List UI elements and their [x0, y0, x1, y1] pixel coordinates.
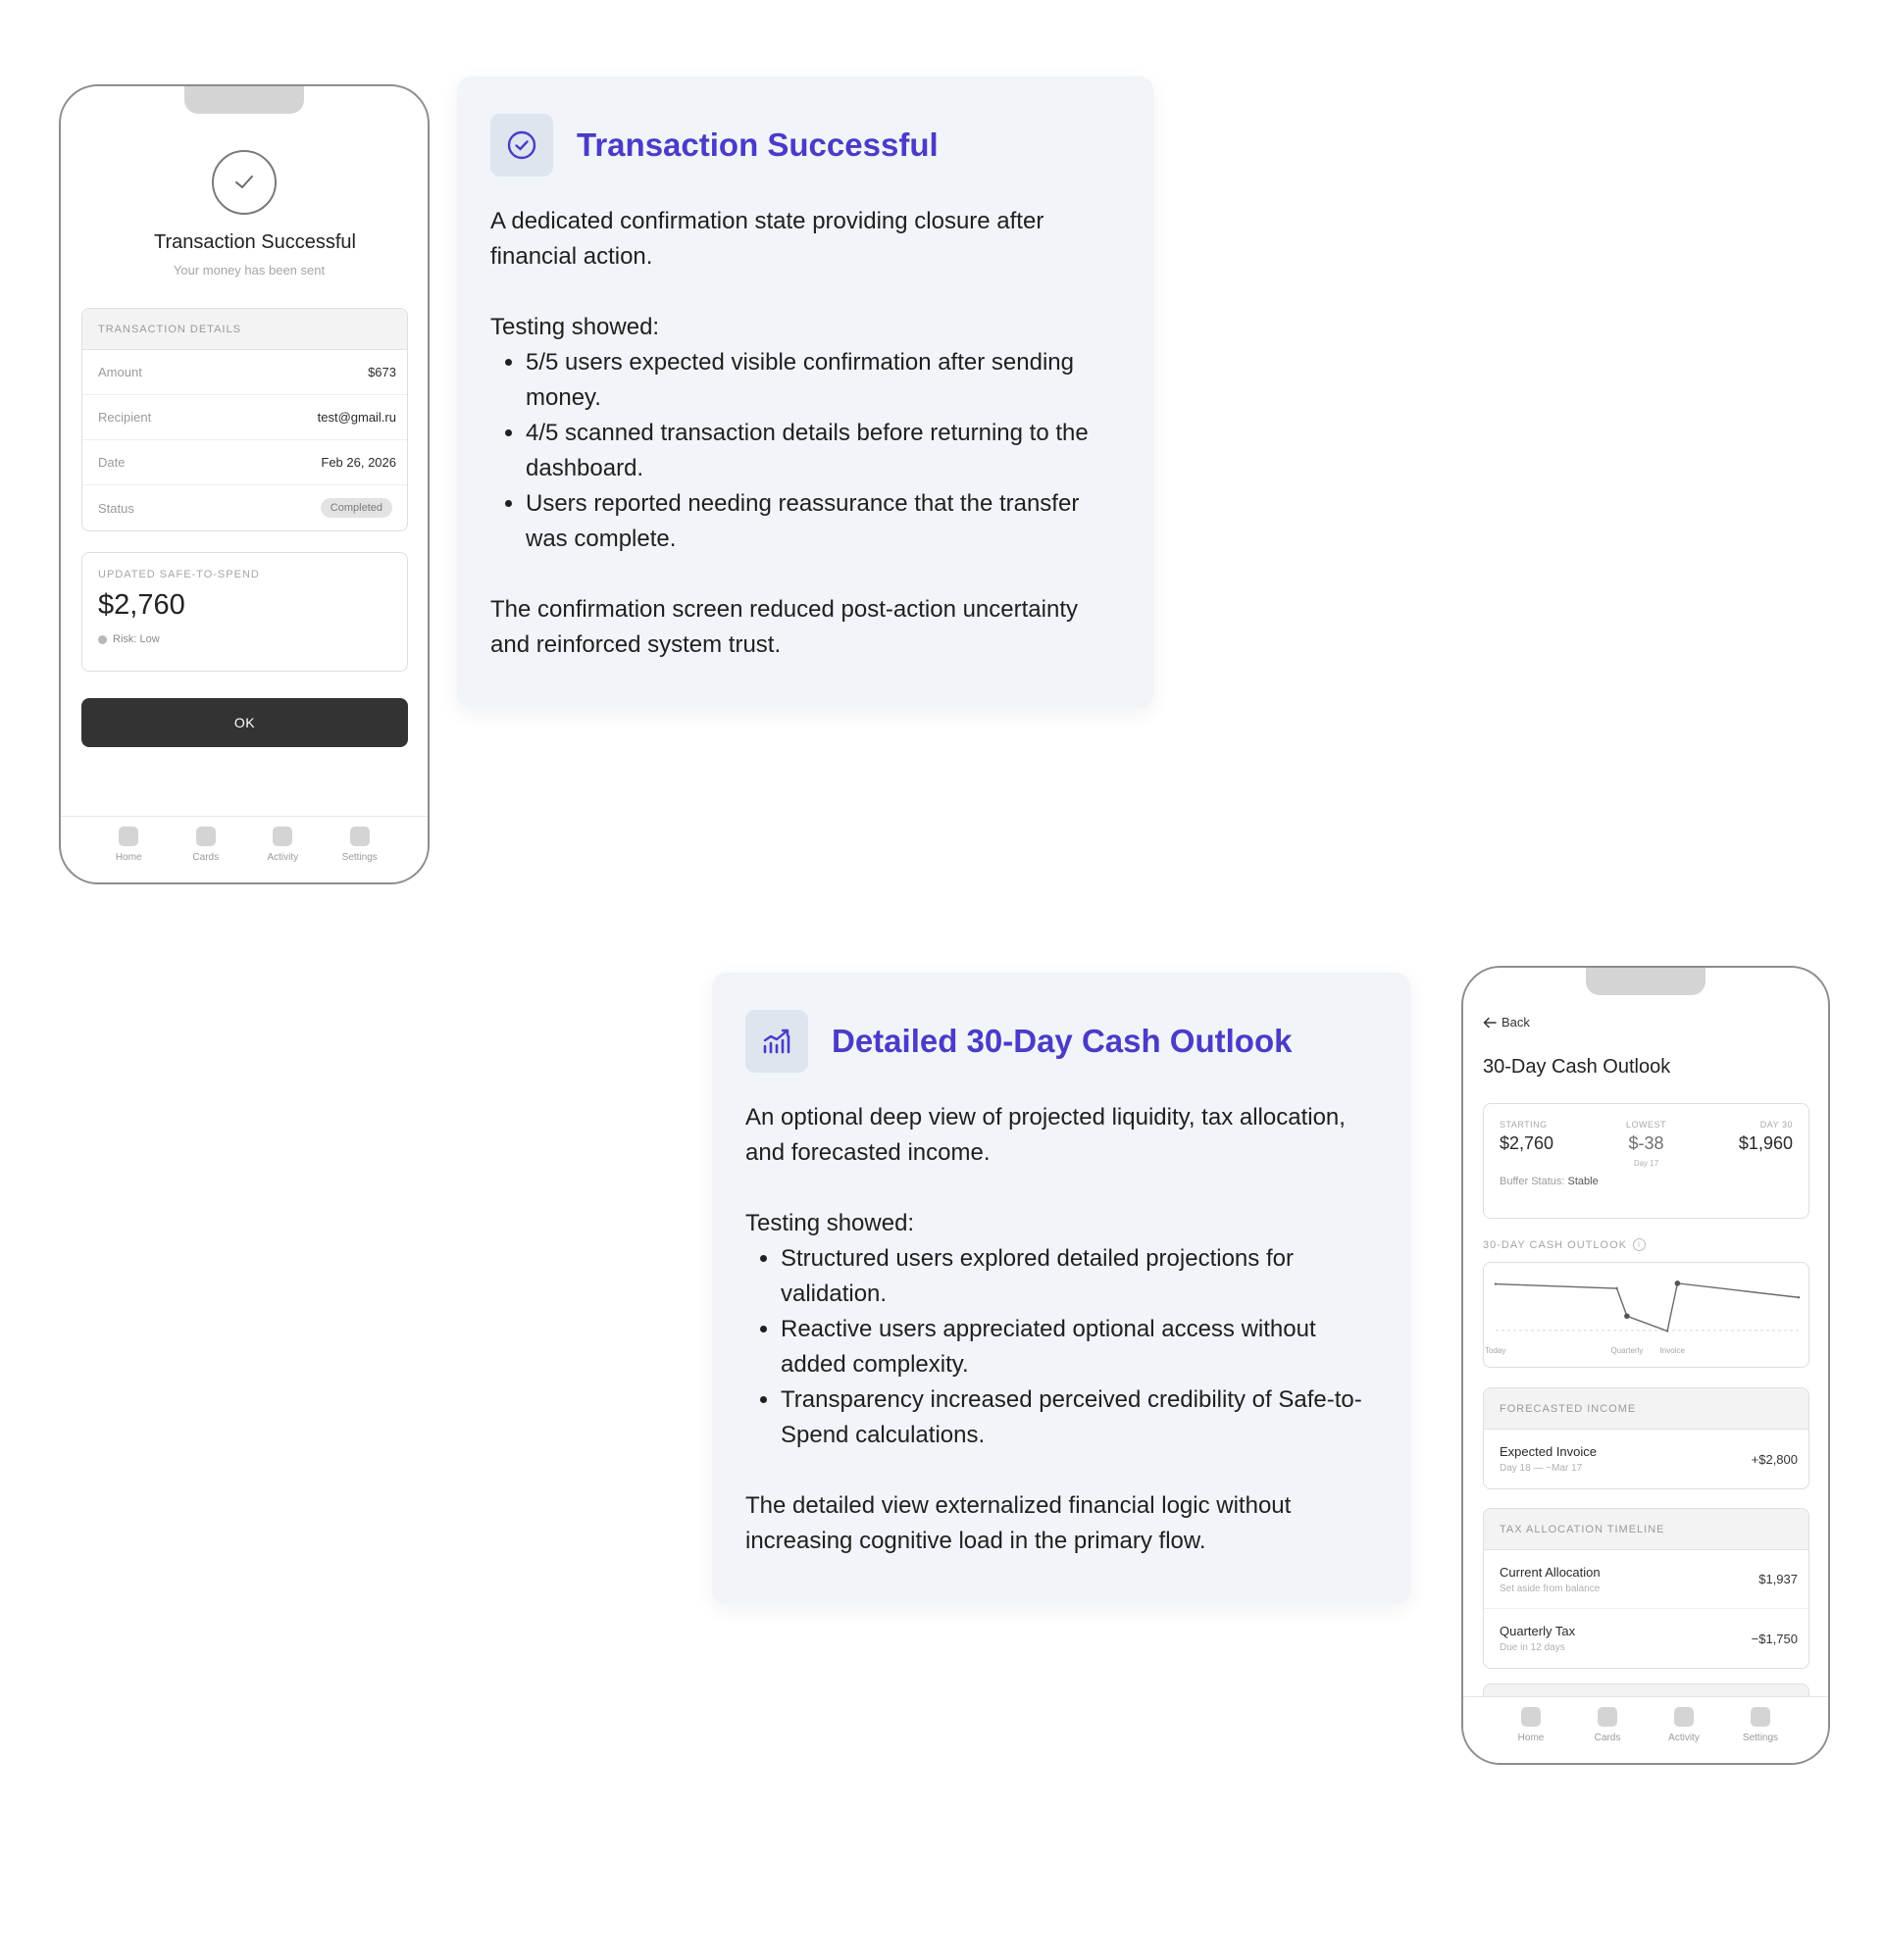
chart-marked-point	[1675, 1281, 1681, 1286]
back-label: Back	[1501, 1015, 1530, 1030]
findings-list	[490, 345, 1120, 557]
activity-icon	[273, 827, 292, 846]
stat-value: $2,760	[1500, 1133, 1554, 1153]
tab-label: Cards	[1594, 1733, 1621, 1743]
buffer-value: Stable	[1567, 1176, 1599, 1187]
tax-allocation-header: TAX ALLOCATION TIMELINE	[1484, 1509, 1808, 1550]
detail-row-date	[82, 440, 407, 485]
buffer-label: Buffer Status:	[1500, 1176, 1565, 1187]
chart-bars-icon	[745, 1010, 808, 1073]
safe-to-spend-amount: $2,760	[98, 589, 185, 621]
card-intro: An optional deep view of projected liquidity, tax allocation, and forecasted income.	[745, 1104, 1346, 1166]
outlook-label-text: 30-DAY CASH OUTLOOK	[1483, 1238, 1627, 1251]
chart-marked-point	[1624, 1313, 1630, 1319]
info-icon[interactable]: i	[1633, 1238, 1646, 1251]
tax-row[interactable]	[1484, 1550, 1808, 1609]
card-title: Detailed 30-Day Cash Outlook	[832, 1023, 1293, 1059]
detail-value: $673	[368, 365, 396, 379]
tax-sub: Set aside from balance	[1500, 1583, 1601, 1594]
chart-data-point	[1798, 1296, 1800, 1298]
tax-value: $1,937	[1758, 1572, 1798, 1586]
cash-outlook-chart	[1483, 1262, 1809, 1368]
success-check-icon	[212, 150, 277, 215]
stat-value: $-38	[1628, 1133, 1664, 1153]
tab-label: Cards	[192, 852, 220, 863]
income-row[interactable]	[1484, 1430, 1808, 1488]
detail-label: Date	[98, 455, 126, 470]
chart-data-point	[1615, 1287, 1617, 1289]
card-intro: A dedicated confirmation state providing closure after financial action.	[490, 208, 1044, 270]
findings-list	[745, 1241, 1377, 1453]
transaction-successful-research-card	[457, 76, 1153, 708]
stat-sublabel: Day 17	[1633, 1159, 1659, 1168]
forecasted-income-header: FORECASTED INCOME	[1484, 1388, 1808, 1430]
chart-data-point	[1495, 1282, 1497, 1284]
income-row-text	[1500, 1444, 1597, 1474]
finding-item: • Structured users explored detailed projections for validation.	[781, 1241, 1377, 1312]
finding-item: • 4/5 scanned transaction details before returning to the dashboard.	[526, 416, 1120, 486]
testing-label: Testing showed:	[490, 314, 660, 340]
cash-outlook-chart-svg	[1484, 1263, 1809, 1368]
activity-icon	[1674, 1707, 1694, 1727]
tab-label: Activity	[1668, 1733, 1700, 1743]
tab-settings[interactable]	[1726, 1697, 1795, 1763]
testing-label: Testing showed:	[745, 1210, 915, 1236]
stat-label: DAY 30	[1759, 1120, 1793, 1130]
tab-home[interactable]	[1497, 1697, 1565, 1763]
detail-label: Recipient	[98, 410, 152, 425]
outlook-section-label	[1483, 1238, 1646, 1251]
finding-item: • Transparency increased perceived credibility of Safe-to-Spend calculations.	[781, 1382, 1377, 1453]
tab-label: Settings	[341, 852, 378, 863]
tab-settings[interactable]	[326, 817, 394, 882]
income-name: Expected Invoice	[1500, 1444, 1598, 1459]
detail-row-amount	[82, 350, 407, 395]
income-sub: Day 18 — ~Mar 17	[1500, 1463, 1583, 1474]
tax-name: Quarterly Tax	[1500, 1624, 1576, 1638]
tab-label: Settings	[1742, 1733, 1779, 1743]
card-title: Transaction Successful	[577, 126, 939, 163]
confirmation-subtitle: Your money has been sent	[173, 263, 326, 277]
chart-data-point	[1666, 1330, 1668, 1332]
detail-row-recipient	[82, 395, 407, 440]
phone-notch	[1586, 966, 1705, 995]
summary-stats	[1500, 1120, 1793, 1168]
tax-allocation-card	[1483, 1508, 1809, 1669]
finding-item: • Users reported needing reassurance that the transfer was complete.	[526, 486, 1120, 557]
phone-notch	[184, 84, 304, 114]
tab-cards[interactable]	[1573, 1697, 1642, 1763]
risk-indicator	[98, 633, 391, 645]
bottom-tab-bar	[61, 816, 428, 882]
arrow-left-icon	[1483, 1017, 1497, 1029]
status-badge: Completed	[321, 498, 392, 518]
stat-label: STARTING	[1500, 1120, 1548, 1130]
tab-cards[interactable]	[172, 817, 240, 882]
card-conclusion: The confirmation screen reduced post-action uncertainty and reinforced system trust.	[490, 596, 1078, 658]
tab-label: Home	[1517, 1733, 1545, 1743]
tax-sub: Due in 12 days	[1500, 1642, 1565, 1653]
transaction-details-card	[81, 308, 408, 531]
stat-starting	[1500, 1120, 1553, 1168]
screen-title: 30-Day Cash Outlook	[1483, 1056, 1671, 1078]
stat-value: $1,960	[1738, 1133, 1793, 1153]
card-conclusion: The detailed view externalized financial logic without increasing cognitive load in the primary flow.	[745, 1492, 1292, 1554]
stat-day30	[1739, 1120, 1793, 1168]
cash-outlook-research-card	[712, 973, 1410, 1604]
detail-value: Feb 26, 2026	[321, 455, 396, 470]
tax-name: Current Allocation	[1500, 1564, 1601, 1580]
card-body	[490, 204, 1120, 663]
risk-label: Risk: Low	[113, 633, 160, 645]
ok-button[interactable]: OK	[81, 698, 408, 747]
tab-activity[interactable]	[1650, 1697, 1718, 1763]
cards-icon	[196, 827, 216, 846]
detail-value: test@gmail.ru	[317, 410, 396, 425]
confirmation-title: Transaction Successful	[153, 231, 356, 253]
chart-x-tick-label: Today	[1485, 1346, 1506, 1355]
card-body	[745, 1100, 1377, 1559]
tab-label: Home	[115, 852, 142, 863]
detail-label: Status	[98, 500, 134, 516]
settings-icon	[1751, 1707, 1770, 1727]
income-value: +$2,800	[1751, 1451, 1798, 1467]
stat-label: LOWEST	[1625, 1120, 1666, 1130]
tab-home[interactable]	[94, 817, 163, 882]
chart-x-tick-label: Invoice	[1659, 1346, 1685, 1355]
safe-to-spend-card	[81, 552, 408, 672]
transaction-details-header: TRANSACTION DETAILS	[82, 309, 407, 350]
forecasted-income-card	[1483, 1387, 1809, 1489]
finding-item: • 5/5 users expected visible confirmation after sending money.	[526, 345, 1120, 416]
cards-icon	[1598, 1707, 1617, 1727]
card-header	[745, 1010, 1377, 1073]
outlook-summary-card	[1483, 1103, 1809, 1219]
back-button[interactable]	[1483, 1015, 1530, 1030]
risk-dot-icon	[98, 635, 107, 644]
stat-lowest	[1626, 1120, 1666, 1168]
detail-label: Amount	[98, 365, 142, 379]
cash-outlook-phone-mockup	[1461, 966, 1830, 1765]
check-circle-icon	[490, 114, 553, 176]
tax-row-text	[1500, 1565, 1601, 1594]
home-icon	[119, 827, 138, 846]
cash-balance-line	[1496, 1283, 1799, 1332]
tax-row-text	[1500, 1624, 1575, 1653]
finding-item: • Reactive users appreciated optional access without added complexity.	[781, 1312, 1377, 1382]
detail-row-status	[82, 485, 407, 530]
home-icon	[1521, 1707, 1541, 1727]
confirmation-phone-mockup	[59, 84, 430, 884]
card-header	[490, 114, 1120, 176]
tax-value: −$1,750	[1751, 1631, 1798, 1646]
chart-x-tick-label: Quarterly	[1610, 1346, 1644, 1355]
settings-icon	[350, 827, 370, 846]
tab-label: Activity	[267, 852, 299, 863]
safe-to-spend-label: UPDATED SAFE-TO-SPEND	[98, 569, 260, 580]
bottom-tab-bar	[1463, 1696, 1828, 1763]
buffer-status	[1500, 1176, 1793, 1187]
tax-row[interactable]	[1484, 1609, 1808, 1668]
tab-activity[interactable]	[248, 817, 317, 882]
